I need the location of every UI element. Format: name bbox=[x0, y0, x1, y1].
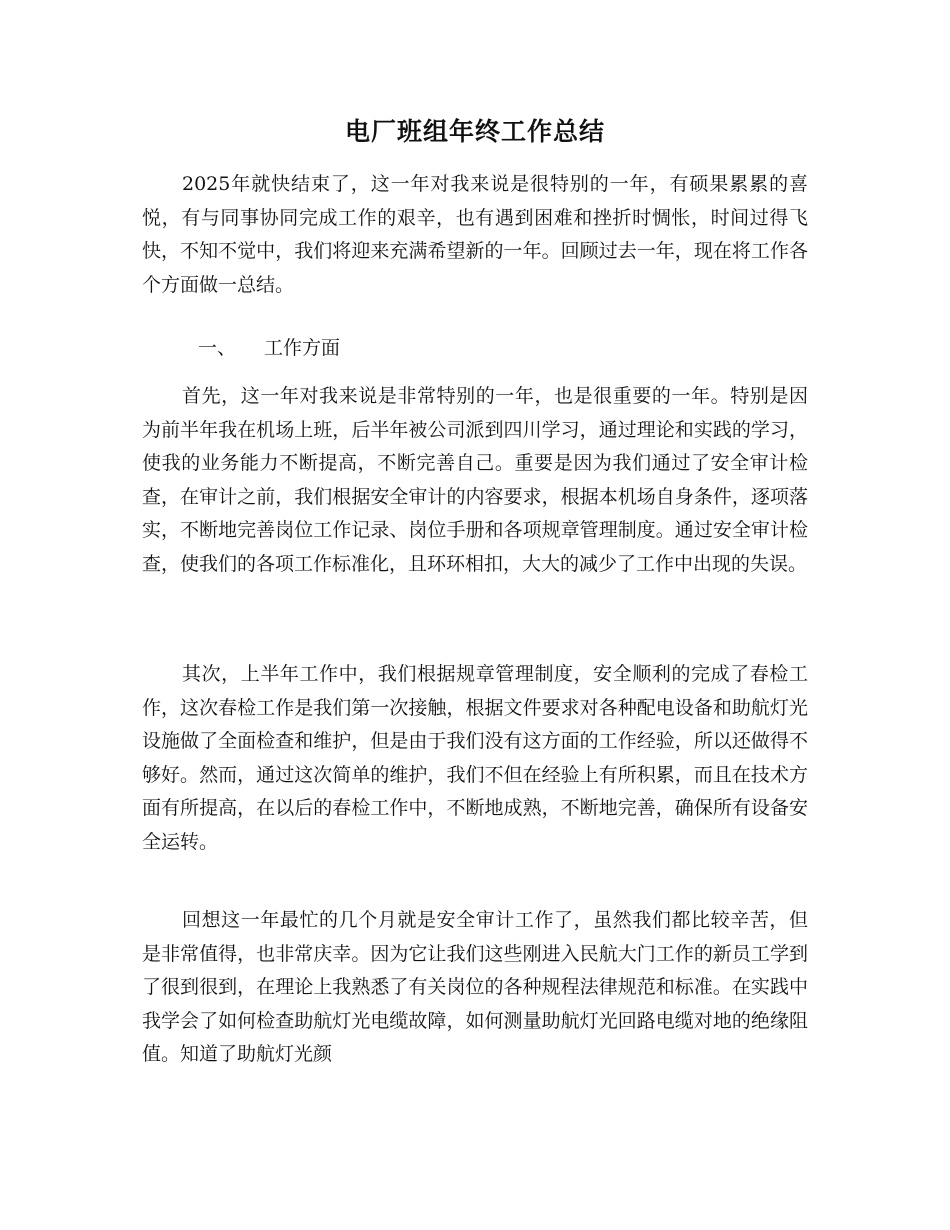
document-title: 电厂班组年终工作总结 bbox=[344, 117, 605, 146]
intro-paragraph: 2025年就快结束了，这一年对我来说是很特别的一年，有硕果累累的喜悦，有与同事协同完成工作的艰辛，也有遇到困难和挫折时惆怅，时间过得飞快，不知不觉中，我们将迎来充满希望新的一年。回顾过去一年，现在将工作各个方面做一总结。 bbox=[142, 173, 808, 296]
section-number: 一、 bbox=[198, 337, 237, 359]
body-paragraph-first: 首先，这一年对我来说是非常特别的一年，也是很重要的一年。特别是因为前半年我在机场上班，后半年被公司派到四川学习，通过理论和实践的学习，使我的业务能力不断提高，不断完善自己。重要是因为我们通过了安全审计检查，在审计之前，我们根据安全审计的内容要求，根据本机场自身条件，逐项落实，不断地完善岗位工作记录、岗位手册和各项规章管理制度。通过安全审计检查，使我们的各项工作标准化，且环环相扣，大大的减少了工作中出现的失误。 bbox=[142, 385, 808, 575]
section-title: 工作方面 bbox=[264, 337, 341, 359]
section-heading bbox=[198, 332, 340, 366]
body-paragraph-third: 回想这一年最忙的几个月就是安全审计工作了，虽然我们都比较辛苦，但是非常值得，也非常庆幸。因为它让我们这些刚进入民航大门工作的新员工学到了很到很到，在理论上我熟悉了有关岗位的各种规程法律规范和标准。在实践中我学会了如何检查助航灯光电缆故障，如何测量助航灯光回路电缆对地的绝缘阻值。知道了助航灯光颜 bbox=[142, 909, 808, 1065]
body-paragraph-second: 其次，上半年工作中，我们根据规章管理制度，安全顺利的完成了春检工作，这次春检工作是我们第一次接触，根据文件要求对各种配电设备和助航灯光设施做了全面检查和维护，但是由于我们没有这方面的工作经验，所以还做得不够好。然而，通过这次简单的维护，我们不但在经验上有所积累，而且在技术方面有所提高，在以后的春检工作中，不断地成熟，不断地完善，确保所有设备安全运转。 bbox=[142, 663, 808, 853]
